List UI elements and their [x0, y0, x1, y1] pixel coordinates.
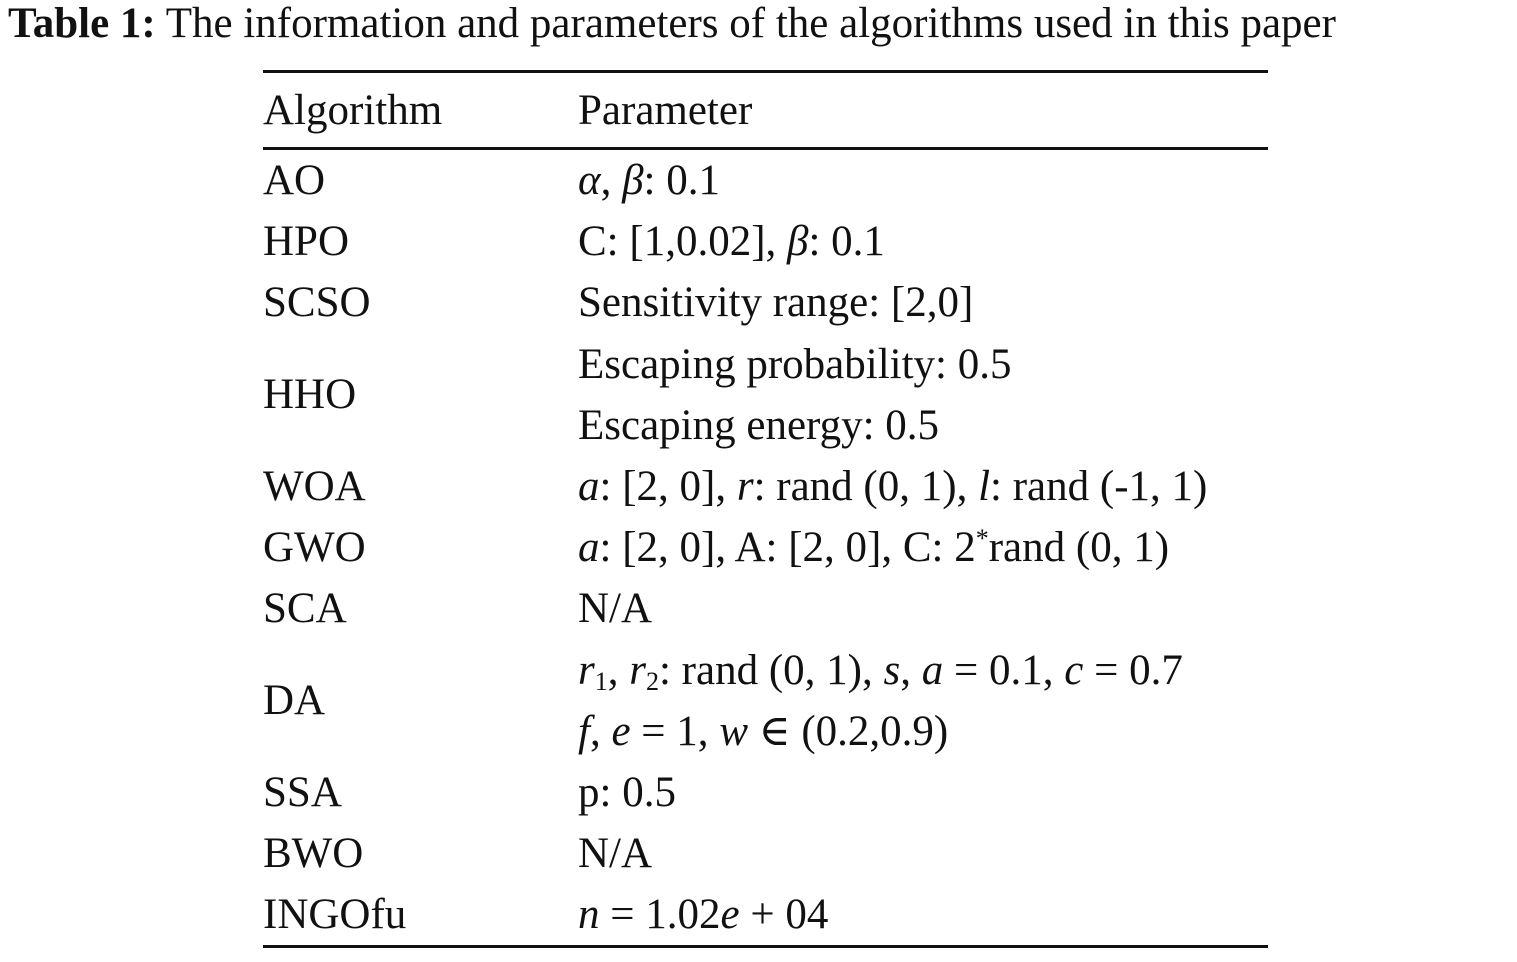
table-row: [263, 272, 1268, 333]
algorithm-cell: HPO: [263, 218, 350, 266]
parameter-cell: [578, 762, 1268, 823]
algorithm-cell: BWO: [263, 830, 364, 878]
parameter-cell: [578, 823, 1268, 884]
table-row: [263, 456, 1268, 517]
parameter-line: α, β: 0.1: [578, 157, 720, 204]
parameter-cell: [578, 578, 1268, 639]
parameter-line: Escaping probability: 0.5: [578, 340, 1012, 388]
parameter-line: n = 1.02e + 04: [578, 891, 829, 939]
header-algorithm: Algorithm: [263, 86, 443, 134]
parameter-cell: [578, 211, 1268, 272]
parameter-line: a: [2, 0], A: [2, 0], C: 2*rand (0, 1): [578, 524, 1170, 572]
caption-label: Table 1:: [8, 0, 156, 47]
table-row: [263, 517, 1268, 578]
algorithm-cell: DA: [263, 677, 326, 725]
parameter-line: f, e = 1, w ∈ (0.2,0.9): [578, 707, 949, 755]
header-parameter: Parameter: [578, 86, 753, 134]
parameter-cell: [578, 456, 1268, 517]
parameter-line: Sensitivity range: [2,0]: [578, 279, 974, 327]
parameter-line: C: [1,0.02], β: 0.1: [578, 218, 885, 266]
algorithm-cell: SCSO: [263, 279, 371, 327]
algorithm-cell: GWO: [263, 524, 366, 572]
parameter-line: N/A: [578, 830, 653, 878]
caption-text: The information and parameters of the algorithms used in this paper: [165, 0, 1336, 47]
table-row: [263, 762, 1268, 823]
algorithm-cell: WOA: [263, 463, 366, 511]
parameter-line: $r_1$, $r_2$: rand (0, 1), s, a = 0.1, c = 0.7: [578, 646, 1183, 696]
algorithm-cell: INGOfu: [263, 891, 407, 939]
table-row: [263, 640, 1268, 762]
table-row: [263, 578, 1268, 639]
table-body: [263, 149, 1268, 947]
table-row: [263, 823, 1268, 884]
algorithm-cell: SCA: [263, 585, 347, 633]
table-row: [263, 884, 1268, 947]
parameter-cell: [578, 149, 1268, 212]
algorithm-cell: SSA: [263, 768, 342, 816]
parameter-line: Escaping energy: 0.5: [578, 401, 940, 449]
table-row: [263, 334, 1268, 456]
parameter-cell: [578, 334, 1268, 456]
algorithm-parameter-table: [263, 70, 1268, 948]
parameter-cell: [578, 517, 1268, 578]
parameter-line: N/A: [578, 585, 653, 633]
parameter-line: a: [2, 0], r: rand (0, 1), l: rand (-1, 1): [578, 462, 1208, 510]
table-row: [263, 149, 1268, 212]
parameter-cell: [578, 884, 1268, 947]
parameter-line: p: 0.5: [578, 768, 676, 816]
table-caption: [8, 0, 1336, 48]
parameter-cell: [578, 272, 1268, 333]
table-header-row: [263, 72, 1268, 149]
algorithm-cell: HHO: [263, 371, 357, 419]
algorithm-cell: AO: [263, 157, 326, 205]
parameter-cell: [578, 640, 1268, 762]
table-row: [263, 211, 1268, 272]
